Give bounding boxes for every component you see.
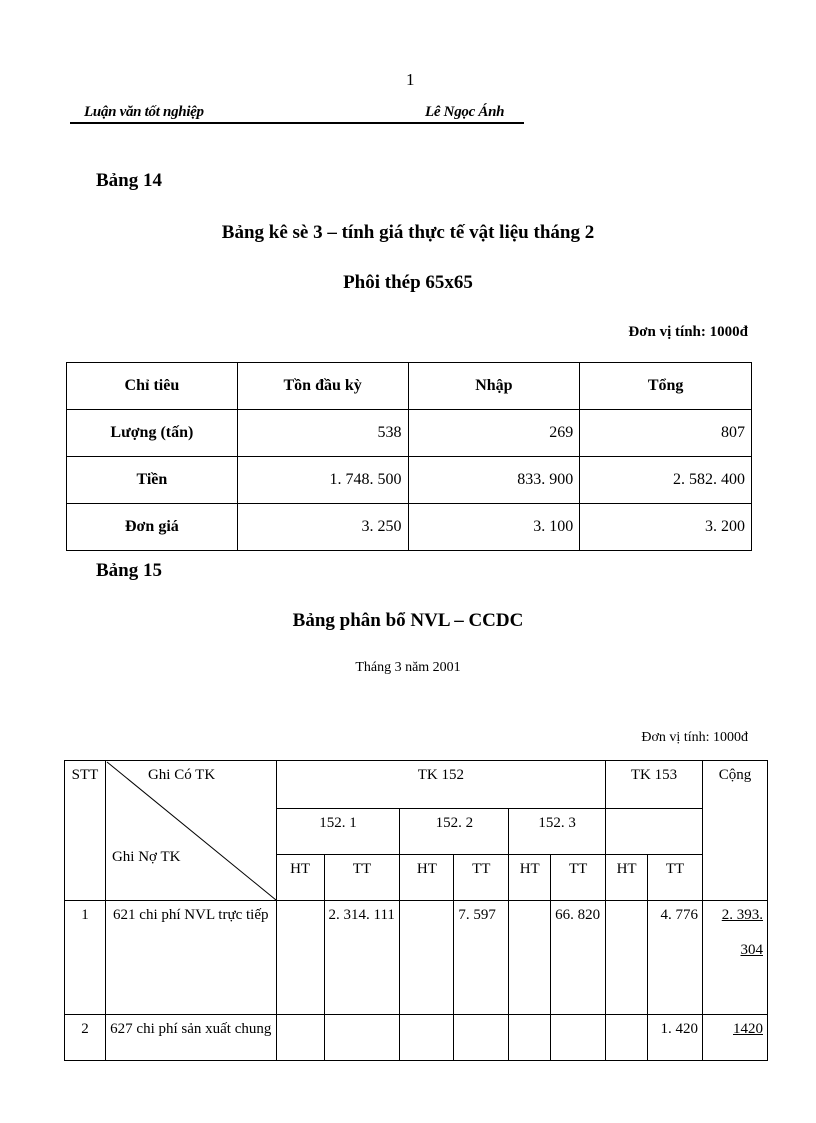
row-label: Đơn giá <box>67 504 238 551</box>
table-row <box>67 504 752 551</box>
table-cell: 833. 900 <box>408 457 580 504</box>
sub-header: 152. 1 <box>276 809 400 855</box>
diagonal-header-cell <box>105 761 276 901</box>
sub-header: 152. 2 <box>400 809 509 855</box>
ht-header: HT <box>509 855 551 901</box>
table-cell: 538 <box>237 410 408 457</box>
row-label: Tiền <box>67 457 238 504</box>
tt-header: TT <box>324 855 400 901</box>
tt-header: TT <box>551 855 606 901</box>
table-cell: 3. 200 <box>580 504 752 551</box>
ht-header: HT <box>606 855 648 901</box>
table15-unit: Đơn vị tính: 1000đ <box>641 730 748 745</box>
table-cell <box>276 1015 324 1061</box>
total-value-part1: 2. 393. <box>721 907 763 923</box>
table-cell: 7. 597 <box>454 901 509 1015</box>
tk153-header: TK 153 <box>606 761 703 809</box>
header-left: Luận văn tốt nghiệp <box>84 104 204 120</box>
table15-tag: Bảng 15 <box>96 560 162 581</box>
table-row <box>65 1015 768 1061</box>
table14-title: Bảng kê sè 3 – tính giá thực tế vật liệu tháng 2 <box>221 222 595 243</box>
table-row <box>65 901 768 1015</box>
table-cell <box>454 1015 509 1061</box>
column-header: Chỉ tiêu <box>67 363 238 410</box>
total-cell <box>702 901 767 1015</box>
table-header-row <box>67 363 752 410</box>
table-cell: 2. 582. 400 <box>580 457 752 504</box>
table15-title: Bảng phân bổ NVL – CCDC <box>292 610 524 631</box>
stt-cell: 1 <box>65 901 106 1015</box>
header-rule <box>70 122 524 124</box>
table-cell: 1. 420 <box>648 1015 703 1061</box>
table14-unit: Đơn vị tính: 1000đ <box>628 324 748 340</box>
row-name: 621 chi phí NVL trực tiếp <box>105 901 276 1015</box>
row-name: 627 chi phí sản xuất chung <box>105 1015 276 1061</box>
table-header-row <box>65 761 768 809</box>
table15-subtitle: Tháng 3 năm 2001 <box>355 660 461 675</box>
table-cell: 269 <box>408 410 580 457</box>
page-number: 1 <box>406 70 415 89</box>
table-cell <box>606 901 648 1015</box>
table14-tag: Bảng 14 <box>96 170 162 191</box>
table-cell <box>324 1015 400 1061</box>
table14 <box>66 362 752 551</box>
sub-header-empty <box>606 809 703 855</box>
table-cell <box>509 1015 551 1061</box>
table-cell: 66. 820 <box>551 901 606 1015</box>
column-header: Nhập <box>408 363 580 410</box>
table15 <box>64 760 768 1061</box>
ht-header: HT <box>276 855 324 901</box>
table-cell: 807 <box>580 410 752 457</box>
table14-subtitle: Phôi thép 65x65 <box>343 272 473 293</box>
tt-header: TT <box>454 855 509 901</box>
table-cell <box>509 901 551 1015</box>
total-cell: 1420 <box>702 1015 767 1061</box>
ghi-co-label: Ghi Có TK <box>147 767 216 783</box>
column-header: Tổng <box>580 363 752 410</box>
table-cell <box>606 1015 648 1061</box>
stt-header: STT <box>65 761 106 901</box>
ghi-no-label: Ghi Nợ TK <box>111 849 181 865</box>
row-label: Lượng (tấn) <box>67 410 238 457</box>
sub-header: 152. 3 <box>509 809 606 855</box>
total-value-part2: 304 <box>740 942 763 958</box>
tt-header: TT <box>648 855 703 901</box>
column-header: Tồn đầu kỳ <box>237 363 408 410</box>
table-cell <box>276 901 324 1015</box>
cong-header: Cộng <box>702 761 767 901</box>
tk152-header: TK 152 <box>276 761 605 809</box>
table-cell: 1. 748. 500 <box>237 457 408 504</box>
table-cell <box>551 1015 606 1061</box>
header-right: Lê Ngọc Ánh <box>425 104 505 120</box>
table-cell: 3. 250 <box>237 504 408 551</box>
table-row <box>67 410 752 457</box>
ht-header: HT <box>400 855 454 901</box>
table-row <box>67 457 752 504</box>
table-cell: 4. 776 <box>648 901 703 1015</box>
table-cell <box>400 901 454 1015</box>
table-cell <box>400 1015 454 1061</box>
table-cell: 2. 314. 111 <box>324 901 400 1015</box>
table-cell: 3. 100 <box>408 504 580 551</box>
stt-cell: 2 <box>65 1015 106 1061</box>
